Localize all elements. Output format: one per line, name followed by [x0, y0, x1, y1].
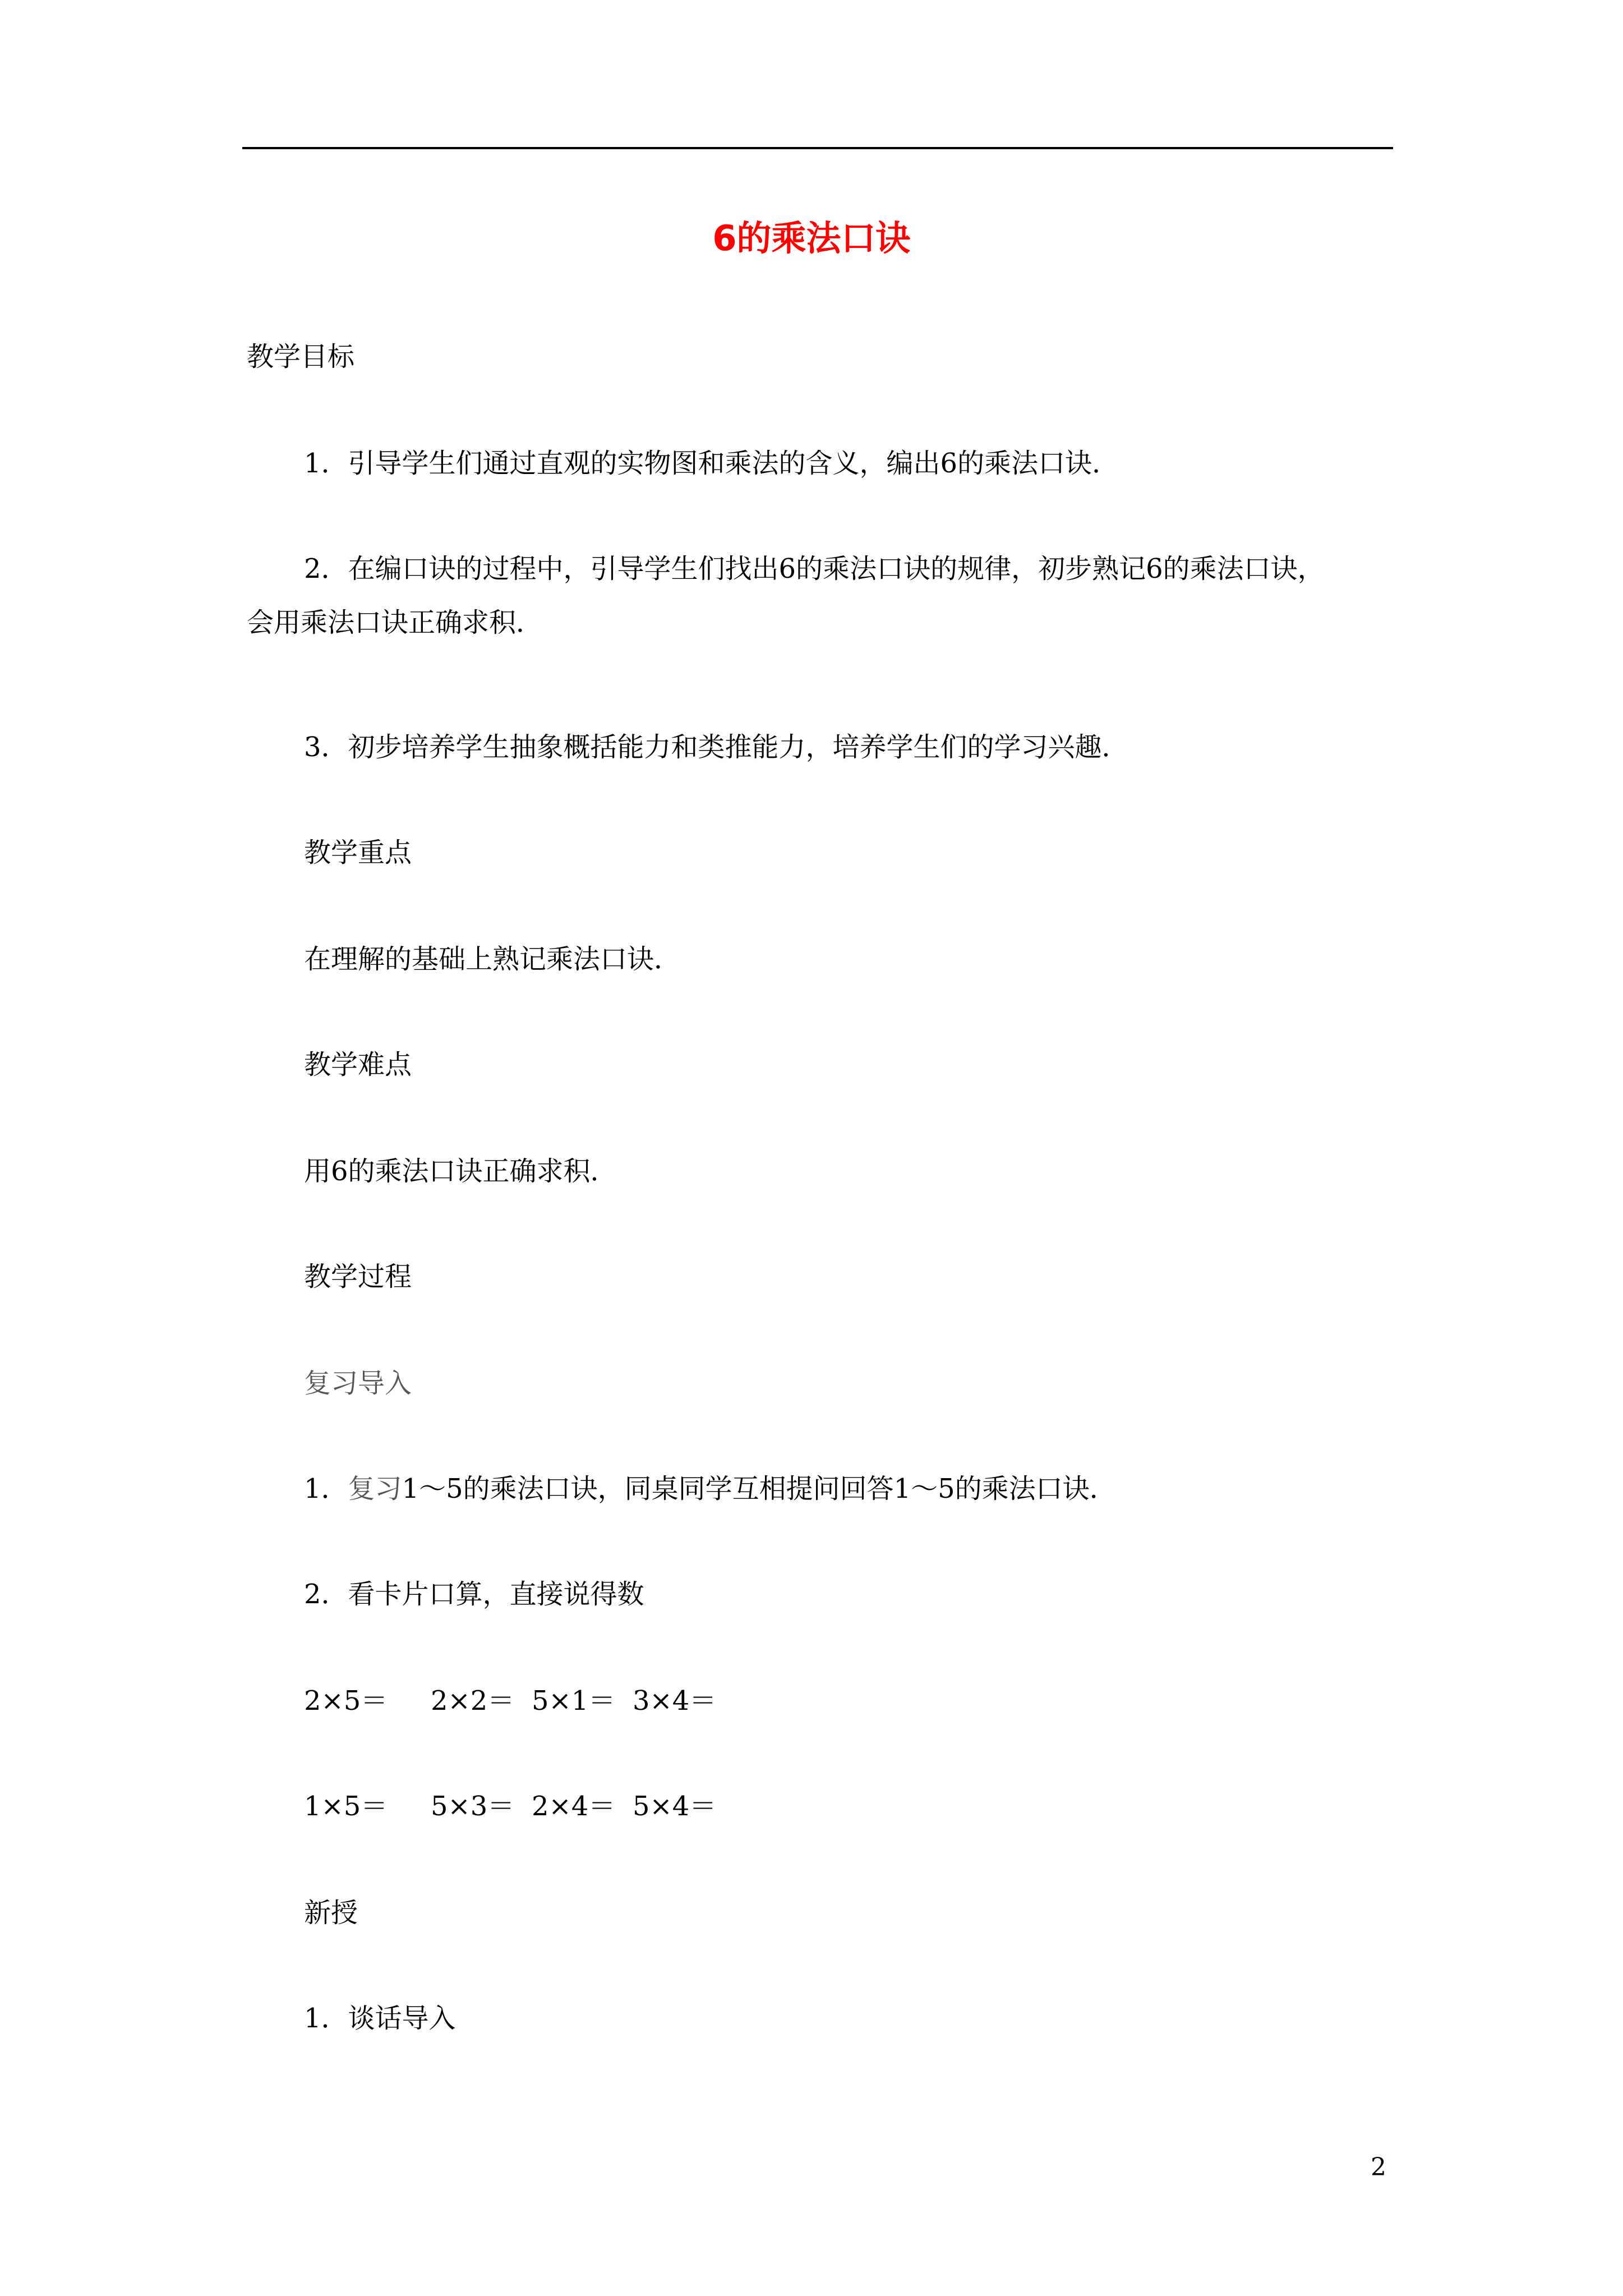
new-lesson-item-1: 1．谈话导入 [304, 2003, 456, 2034]
difficulty-text: 用6的乘法口诀正确求积． [304, 1156, 617, 1187]
review-item-1-prefix: 1． [304, 1473, 348, 1504]
objective-3: 3．初步培养学生抽象概括能力和类推能力，培养学生们的学习兴趣． [304, 731, 1129, 763]
math-expression: 3×4＝ [633, 1685, 717, 1717]
math-row-2 [304, 1786, 716, 1826]
review-heading: 复习导入 [304, 1368, 412, 1399]
math-expression: 2×2＝ [431, 1685, 515, 1717]
math-expression: 5×1＝ [532, 1685, 616, 1717]
math-expression: 5×3＝ [431, 1791, 515, 1822]
objective-2-line-1: 2．在编口诀的过程中，引导学生们找出6的乘法口诀的规律，初步熟记6的乘法口诀， [304, 553, 1325, 585]
review-item-1-text: 1～5的乘法口诀，同桌同学互相提问回答1～5的乘法口诀． [402, 1473, 1117, 1504]
review-item-1-keyword: 复习 [348, 1473, 402, 1504]
math-expression: 1×5＝ [304, 1791, 388, 1822]
new-lesson-heading: 新授 [304, 1897, 358, 1929]
difficulty-heading: 教学难点 [304, 1049, 412, 1080]
document-title: 6的乘法口诀 [712, 218, 911, 259]
process-heading: 教学过程 [304, 1261, 412, 1292]
math-row-1 [304, 1681, 716, 1721]
objective-2-line-2: 会用乘法口诀正确求积． [247, 607, 543, 638]
objectives-heading: 教学目标 [247, 341, 355, 372]
objective-1: 1．引导学生们通过直观的实物图和乘法的含义，编出6的乘法口诀． [304, 448, 1119, 479]
review-item-2: 2．看卡片口算，直接说得数 [304, 1579, 644, 1610]
math-expression: 2×5＝ [304, 1685, 388, 1717]
key-point-text: 在理解的基础上熟记乘法口诀． [304, 944, 681, 975]
header-rule [242, 147, 1393, 149]
review-item-1 [304, 1469, 1117, 1509]
math-expression: 5×4＝ [633, 1791, 717, 1822]
key-point-heading: 教学重点 [304, 837, 412, 868]
math-expression: 2×4＝ [532, 1791, 616, 1822]
page-number: 2 [1371, 2153, 1386, 2182]
